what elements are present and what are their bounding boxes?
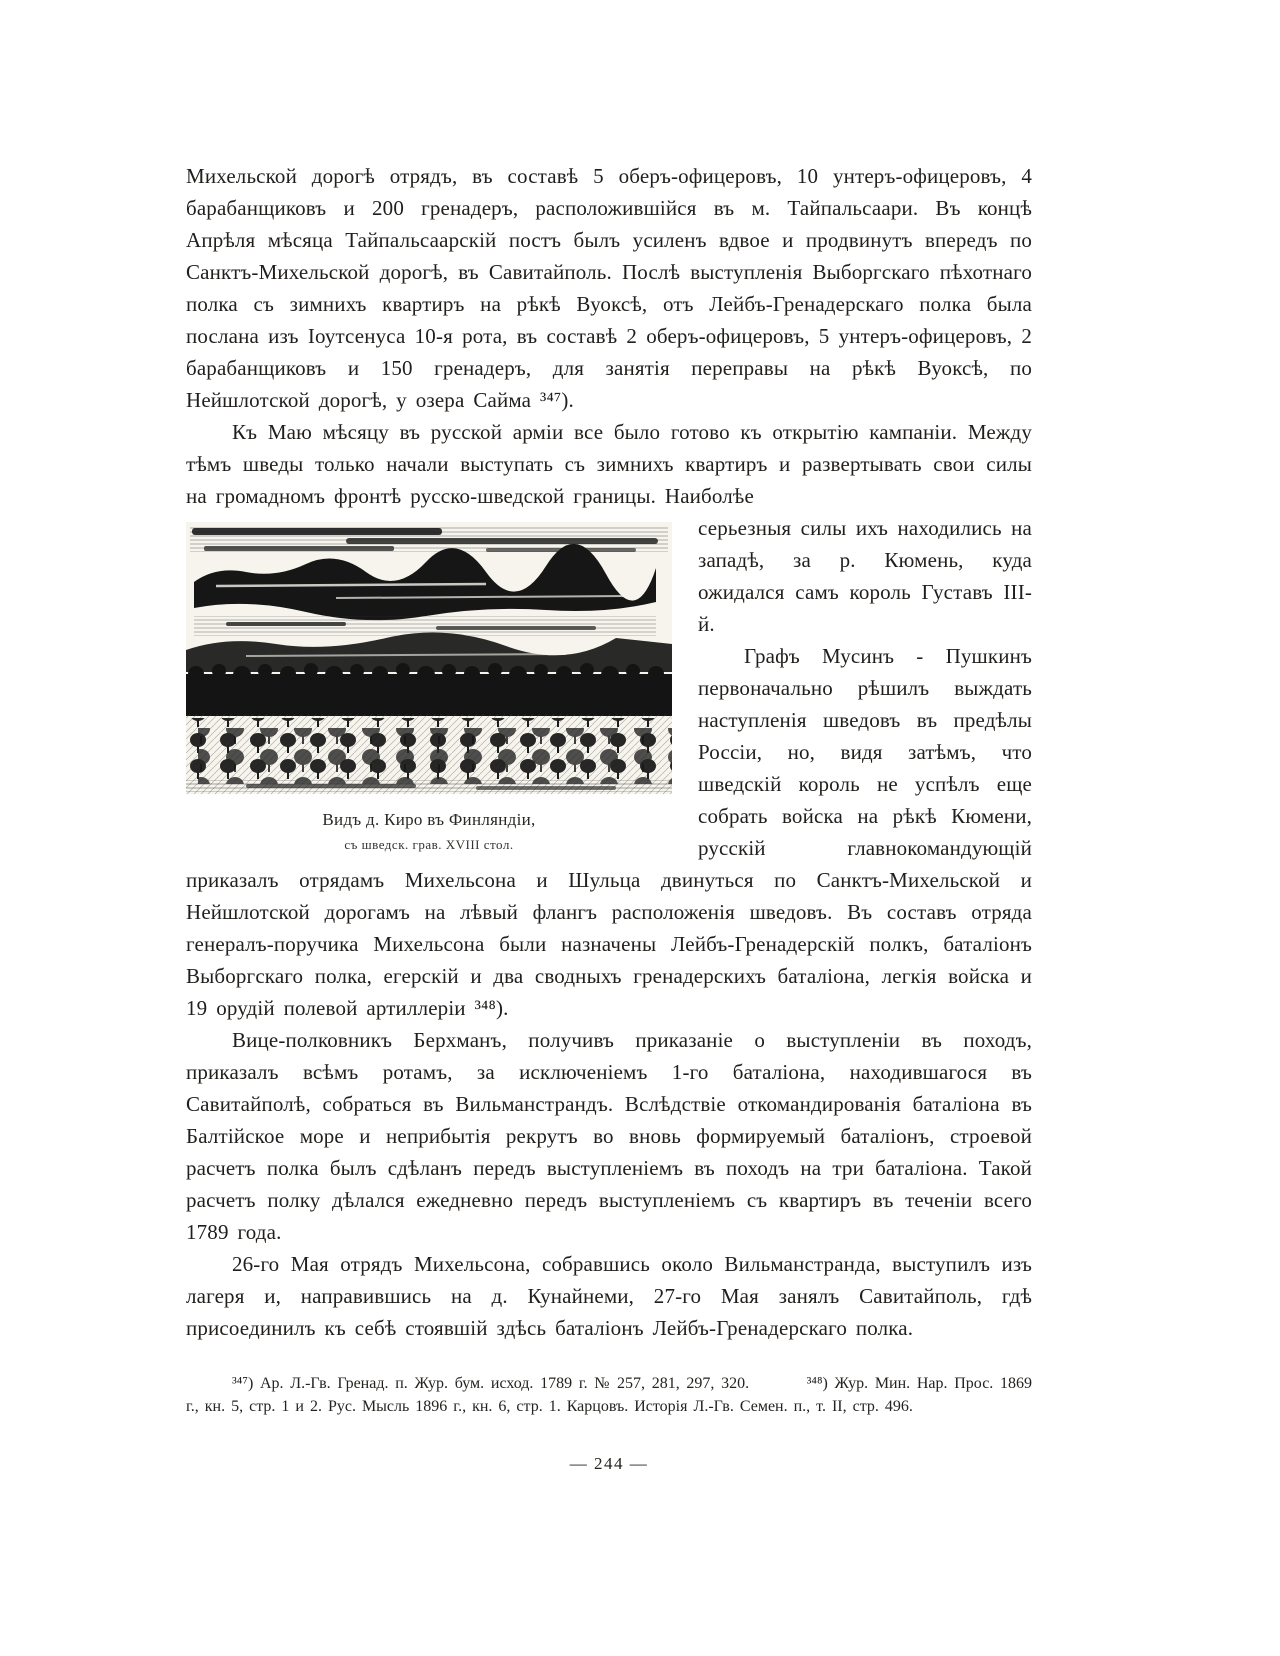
footnote-347: ³⁴⁷) Ар. Л.-Гв. Гренад. п. Жур. бум. исход. 1789 г. № 257, 281, 297, 320. [232,1375,750,1392]
text-block [186,160,1032,1474]
figure-caption-sub: съ шведск. грав. XVIII стол. [344,837,514,852]
body-paragraph-1: Михельской дорогѣ отрядъ, въ составѣ 5 оберъ-офицеровъ, 10 унтеръ-офицеровъ, 4 барабанщиковъ и 200 гренадеръ, расположившійся въ м. Тайпальсаари. Въ концѣ Апрѣля мѣсяца Тайпальсаарскій постъ былъ усиленъ вдвое и продвинутъ впередъ по Санктъ-Михельской дорогѣ, въ Савитайполь. Послѣ выступленія Выборгскаго пѣхотнаго полка съ зимнихъ квартиръ на рѣкѣ Вуоксѣ, отъ Лейбъ-Гренадерскаго полка была послана изъ Іоутсенуса 10-я рота, въ составѣ 2 оберъ-офицеровъ, 5 унтеръ-офицеровъ, 2 барабанщиковъ и 150 гренадеръ, для занятія переправы на рѣкѣ Вуоксѣ, по Нейшлотской дорогѣ, у озера Сайма ³⁴⁷). [186,164,1032,412]
figure-caption: Видъ д. Киро въ Финляндіи, [322,810,536,829]
engraving-figure [186,522,672,853]
body-paragraph-2: Къ Маю мѣсяцу въ русской арміи все было готово къ открытію кампаніи. Между тѣмъ шведы только начали выступать съ зимнихъ квартиръ и развертывать свои силы на громадномъ фронтѣ русско-шведской границы. Наиболѣе [186,420,1032,508]
body-paragraph-5: 26-го Мая отрядъ Михельсона, собравшись около Вильманстранда, выступилъ изъ лагеря и, направившись на д. Кунайнеми, 27-го Мая занялъ Савитайполь, гдѣ присоединилъ къ себѣ стоявшій здѣсь баталіонъ Лейбъ-Гренадерскаго полка. [186,1252,1032,1340]
footnote-348: ³⁴⁸) Жур. Мин. Нар. Прос. 1869 г., кн. 5, стр. 1 и 2. Рус. Мысль 1896 г., кн. 6, стр. 1. Карцовъ. Исторія Л.-Гв. Семен. п., т. II, стр. 496. [186,1375,1033,1415]
figure-text-wrap [186,512,1032,1344]
engraving-image [186,522,672,794]
figure-caption-block [186,810,672,853]
page-number: — 244 — [569,1454,649,1473]
body-paragraph-3: Графъ Мусинъ - Пушкинъ первоначально рѣшилъ выждать наступленія шведовъ въ предѣлы Россіи, но, видя затѣмъ, что шведскій король не успѣлъ еще собрать войска на рѣкѣ Кюмени, русскій главнокомандующій приказалъ отрядамъ Михельсона и Шульца двинуться по Санктъ-Михельской и Нейшлотской дорогамъ на лѣвый флангъ расположенія шведовъ. Въ составъ отряда генералъ-поручика Михельсона были назначены Лейбъ-Гренадерскій полкъ, баталіонъ Выборгскаго полка, егерскій и два сводныхъ гренадерскихъ баталіона, легкія войска и 19 орудій полевой артиллеріи ³⁴⁸). [186,644,1032,1020]
footnotes-block [186,1372,1032,1418]
footnote-paragraph [186,1372,1032,1418]
body-paragraph-4: Вице-полковникъ Берхманъ, получивъ приказаніе о выступленіи въ походъ, приказалъ всѣмъ ротамъ, за исключеніемъ 1-го баталіона, находившагося въ Савитайполѣ, собраться въ Вильманстрандъ. Вслѣдствіе откомандированія баталіона въ Балтійское море и неприбытія рекрутъ во вновь формируемый баталіонъ, строевой расчетъ полка былъ сдѣланъ передъ выступленіемъ въ походъ на три баталіона. Такой расчетъ полку дѣлался ежедневно передъ выступленіемъ съ квартиръ въ теченіи всего 1789 года. [186,1028,1032,1244]
body-paragraph-2-continued: серьезныя силы ихъ находились на западѣ, за р. Кюмень, куда ожидался самъ король Густавъ III-й. [698,516,1032,636]
